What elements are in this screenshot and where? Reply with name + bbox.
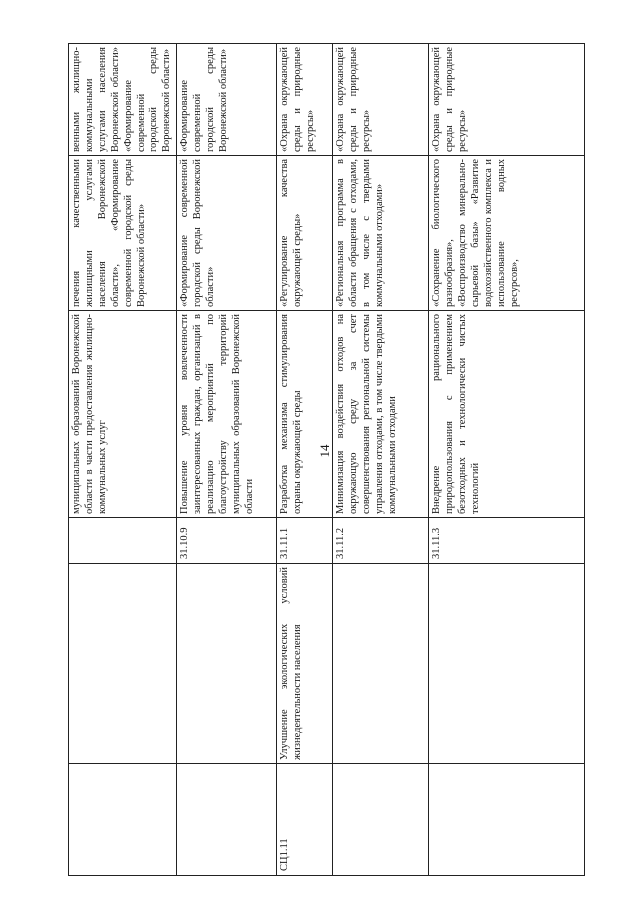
page-number: 14 bbox=[317, 444, 332, 458]
measure-name-cell: Внедрение рационального природопользования с применением безотходных и технологически чистых технологий bbox=[429, 311, 585, 518]
goal-name-cell bbox=[69, 564, 177, 764]
project-cell: венными жилищно-коммунальными услугами населения Воронежской области» «Формирование современной городской среды Воронежской области» bbox=[69, 44, 177, 156]
table-row bbox=[333, 44, 429, 876]
goal-name-cell bbox=[333, 564, 429, 764]
table-row bbox=[429, 44, 585, 876]
goal-name-cell bbox=[429, 564, 585, 764]
measure-name-cell: Минимизация воздействия отходов на окружающую среду за счет совершенствования региональной системы управления отходами, в том числе твердыми коммунальными отходами bbox=[333, 311, 429, 518]
rotated-table-container bbox=[68, 44, 640, 871]
measure-name-cell: муниципальных образований Воронежской области в части предоставления жилищно-коммунальных услуг bbox=[69, 311, 177, 518]
measure-code-cell: 31.11.1 bbox=[277, 518, 333, 564]
measure-name-cell: Разработка механизма стимулирования охраны окружающей среды bbox=[277, 311, 333, 518]
goal-code-cell bbox=[177, 764, 277, 876]
program-cell: «Формирование современной городской среды Воронежской области» bbox=[177, 156, 277, 311]
measure-name-cell: Повышение уровня вовлеченности заинтересованных граждан, организаций в реализацию мероприятий по благоустройству территорий муниципальных образований Воронежской области bbox=[177, 311, 277, 518]
project-cell: «Формирование современной городской среды Воронежской области» bbox=[177, 44, 277, 156]
program-cell: печения качественными жилищными услугами населения Воронежской области», «Формирование современной городской среды Воронежской области» bbox=[69, 156, 177, 311]
measure-code-cell bbox=[69, 518, 177, 564]
data-table bbox=[68, 43, 585, 876]
table-row bbox=[69, 44, 177, 876]
measure-code-cell: 31.10.9 bbox=[177, 518, 277, 564]
measure-code-cell: 31.11.2 bbox=[333, 518, 429, 564]
project-cell: «Охрана окружающей среды и природные ресурсы» bbox=[333, 44, 429, 156]
program-cell: «Сохранение биологического разнообразия», «Воспроизводство минерально-сырьевой базы» «Развитие водохозяйственного комплекса и использование водных ресурсов», bbox=[429, 156, 585, 311]
measure-code-cell: 31.11.3 bbox=[429, 518, 585, 564]
goal-code-cell: СЦ1.11 bbox=[277, 764, 333, 876]
goal-code-cell bbox=[429, 764, 585, 876]
table-row bbox=[277, 44, 333, 876]
program-cell: «Регулирование качества окружающей среды» bbox=[277, 156, 333, 311]
project-cell: «Охрана окружающей среды и природные ресурсы» bbox=[277, 44, 333, 156]
goal-name-cell: Улучшение экологических условий жизнедеятельности населения bbox=[277, 564, 333, 764]
goal-code-cell bbox=[69, 764, 177, 876]
goal-name-cell bbox=[177, 564, 277, 764]
project-cell: «Охрана окружающей среды и природные ресурсы» bbox=[429, 44, 585, 156]
goal-code-cell bbox=[333, 764, 429, 876]
rotated-table-frame bbox=[68, 44, 585, 876]
program-cell: «Региональная программа в области обращения с отходами, в том числе с твердыми коммунальными отходами» bbox=[333, 156, 429, 311]
table-row bbox=[177, 44, 277, 876]
